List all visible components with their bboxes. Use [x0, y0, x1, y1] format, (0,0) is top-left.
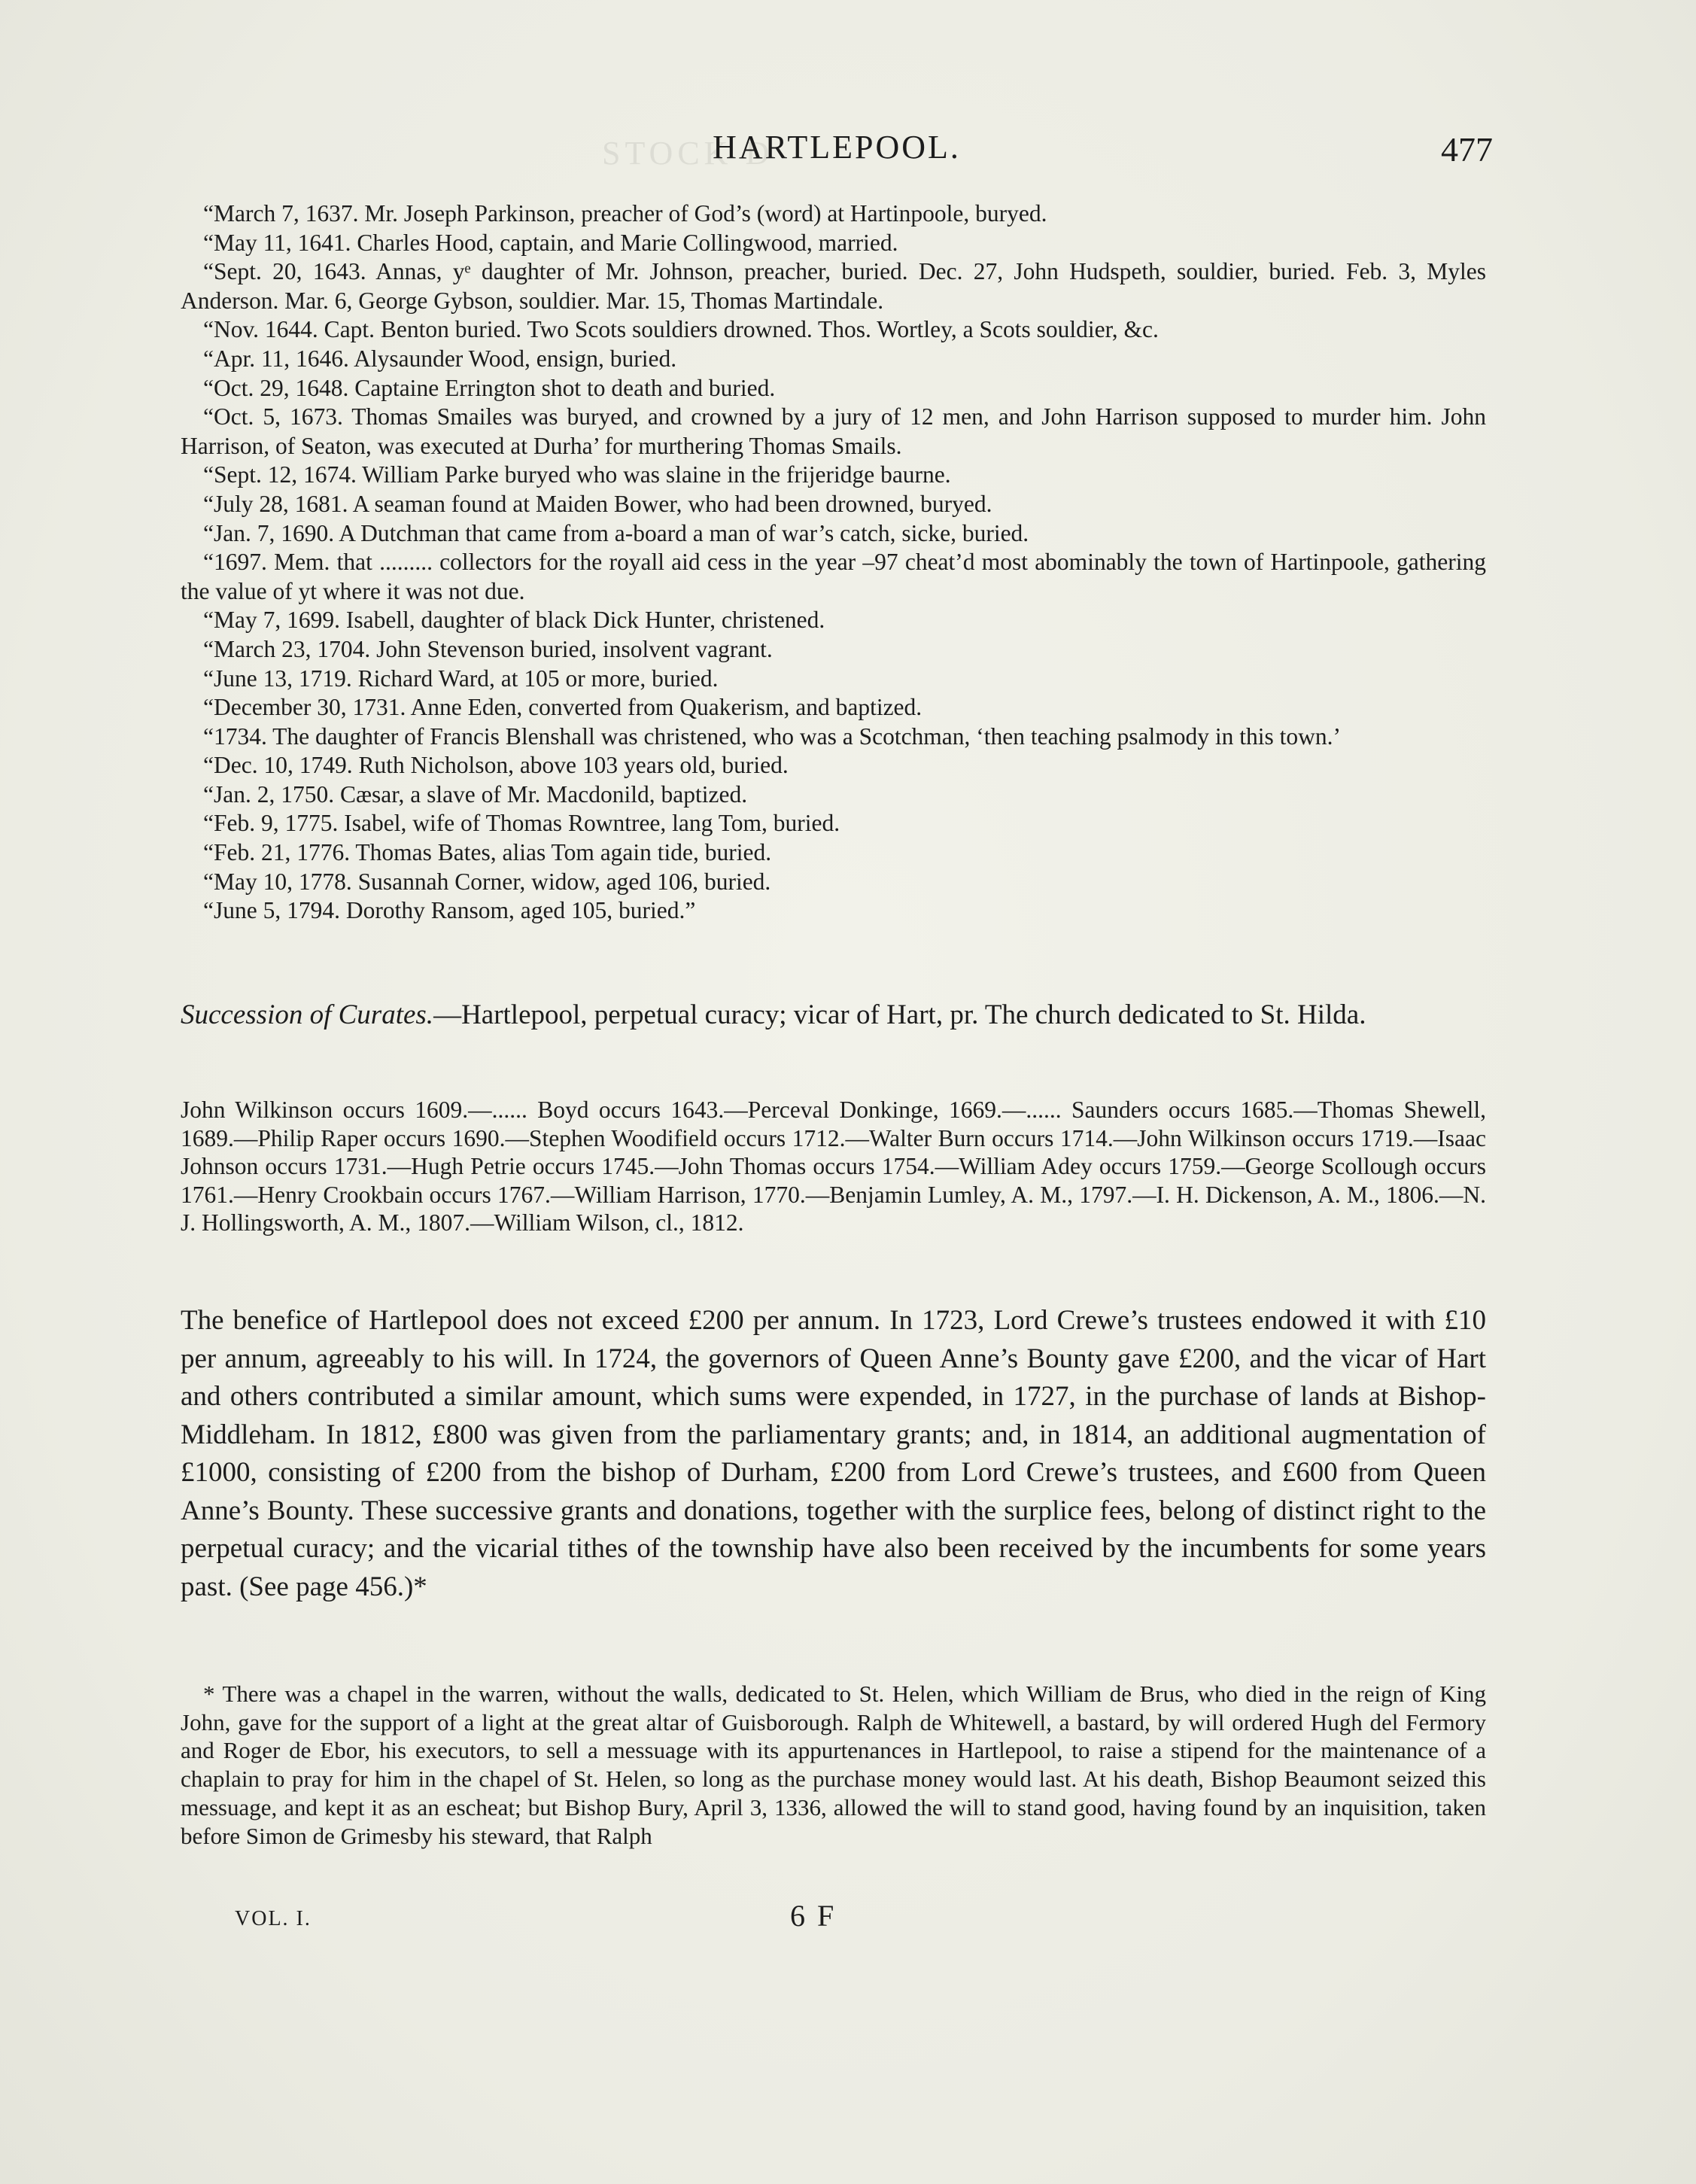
register-entry: “May 7, 1699. Isabell, daughter of black Dick Hunter, christened. — [203, 607, 825, 634]
register-entry: “1734. The daughter of Francis Blenshall was christened, who was a Scotchman, ‘then teaching psalmody in this town.’ — [203, 722, 1341, 750]
curates-heading: Succession of Curates. — [181, 999, 434, 1030]
curates-section — [181, 995, 1486, 1035]
benefice-paragraph: The benefice of Hartlepool does not exceed £200 per annum. In 1723, Lord Crewe’s trustees endowed it with £10 per annum, agreeably to his will. In 1724, the governors of Queen Anne’s Bounty gave £200, and the vicar of Hart and others contributed a similar amount, which sums were expended, in 1727, in the purchase of lands at Bishop-Middleham. In 1812, £800 was given from the parliamentary grants; and, in 1814, an additional augmentation of £1000, consisting of £200 from the bishop of Durham, £200 from Lord Crewe’s trustees, and £600 from Queen Anne’s Bounty. These successive grants and donations, together with the surplice fees, belong of distinct right to the perpetual curacy; and the vicarial tithes of the township have also been received by the incumbents for some years past. (See page 456.)* — [181, 1305, 1486, 1602]
page-number: 477 — [1441, 130, 1493, 169]
register-entry: “June 5, 1794. Dorothy Ransom, aged 105, buried.” — [203, 897, 696, 924]
register-entry: “May 11, 1641. Charles Hood, captain, and Marie Collingwood, married. — [203, 229, 898, 256]
register-entry: “Oct. 5, 1673. Thomas Smailes was buryed, and crowned by a jury of 12 men, and John Harrison supposed to murder him. John Harrison, of Seaton, was executed at Durha’ for murthering Thomas Smails. — [181, 403, 1486, 459]
page-footer — [181, 1898, 1486, 1936]
register-entry: “Nov. 1644. Capt. Benton buried. Two Scots souldiers drowned. Thos. Wortley, a Scots souldier, &c. — [203, 316, 1159, 343]
signature-mark: 6 F — [790, 1899, 837, 1933]
register-entry: “Dec. 10, 1749. Ruth Nicholson, above 103 years old, buried. — [203, 752, 789, 779]
register-entry: “June 13, 1719. Richard Ward, at 105 or more, buried. — [203, 665, 719, 692]
register-entry: “Jan. 2, 1750. Cæsar, a slave of Mr. Macdonild, baptized. — [203, 780, 748, 808]
register-entry: “Feb. 9, 1775. Isabel, wife of Thomas Rowntree, lang Tom, buried. — [203, 810, 840, 837]
parish-register-extracts — [181, 199, 1486, 926]
show-through-text: STOCK D — [602, 135, 774, 172]
volume-label: VOL. I. — [235, 1907, 312, 1930]
register-entry: “March 23, 1704. John Stevenson buried, insolvent vagrant. — [203, 635, 773, 662]
curates-list: John Wilkinson occurs 1609.—...... Boyd occurs 1643.—Perceval Donkinge, 1669.—...... Saunders occurs 1685.—Thomas Shewell, 1689.—Philip Raper occurs 1690.—Stephen Woodifield occurs 1712.—Walter Burn occurs 1714.—John Wilkinson occurs 1719.—Isaac Johnson occurs 1731.—Hugh Petrie occurs 1745.—John Thomas occurs 1754.—William Adey occurs 1759.—George Scollough occurs 1761.—Henry Crookbain occurs 1767.—William Harrison, 1770.—Benjamin Lumley, A. M., 1797.—I. H. Dickenson, A. M., 1806.—N. J. Hollingsworth, A. M., 1807.—William Wilson, cl., 1812. — [181, 1097, 1486, 1236]
register-entry: “Sept. 12, 1674. William Parke buryed who was slaine in the frijeridge baurne. — [203, 461, 951, 488]
register-entry: “1697. Mem. that ......... collectors for the royall aid cess in the year –97 cheat’d most abominably the town of Hartinpoole, gathering the value of yt where it was not due. — [181, 549, 1486, 604]
register-entry: “Jan. 7, 1690. A Dutchman that came from a-board a man of war’s catch, sicke, buried. — [203, 519, 1029, 546]
register-entry: “May 10, 1778. Susannah Corner, widow, aged 106, buried. — [203, 868, 771, 895]
footnote-text: * There was a chapel in the warren, without the walls, dedicated to St. Helen, which William de Brus, who died in the reign of King John, gave for the support of a light at the great altar of Guisborough. Ralph de Whitewell, a bastard, by will ordered Hugh del Fermory and Roger de Ebor, his executors, to sell a messuage with its appurtenances in Hartlepool, to raise a stipend for the maintenance of a chaplain to pray for him in the chapel of St. Helen, so long as the purchase money would last. At his death, Bishop Beaumont seized this messuage, and kept it as an escheat; but Bishop Bury, April 3, 1336, allowed the will to stand good, having found by an inquisition, taken before Simon de Grimesby his steward, that Ralph — [181, 1681, 1486, 1849]
register-entry: “Oct. 29, 1648. Captaine Errington shot to death and buried. — [203, 374, 776, 401]
register-entry: “Feb. 21, 1776. Thomas Bates, alias Tom again tide, buried. — [203, 839, 772, 866]
register-entry: “July 28, 1681. A seaman found at Maiden Bower, who had been drowned, buryed. — [203, 490, 992, 517]
curates-intro: —Hartlepool, perpetual curacy; vicar of Hart, pr. The church dedicated to St. Hilda. — [433, 999, 1366, 1030]
running-head: HARTLEPOOL. — [713, 129, 961, 166]
register-entry: “March 7, 1637. Mr. Joseph Parkinson, preacher of God’s (word) at Hartinpoole, buryed. — [203, 200, 1047, 227]
page-header — [181, 113, 1493, 173]
register-entry: “December 30, 1731. Anne Eden, converted from Quakerism, and baptized. — [203, 694, 922, 721]
register-entry: “Sept. 20, 1643. Annas, yᵉ daughter of Mr. Johnson, preacher, buried. Dec. 27, John Hudspeth, souldier, buried. Feb. 3, Myles Anderson. Mar. 6, George Gybson, souldier. Mar. 15, Thomas Martindale. — [181, 258, 1486, 314]
register-entry: “Apr. 11, 1646. Alysaunder Wood, ensign, buried. — [203, 345, 677, 372]
footnote — [181, 1680, 1486, 1850]
